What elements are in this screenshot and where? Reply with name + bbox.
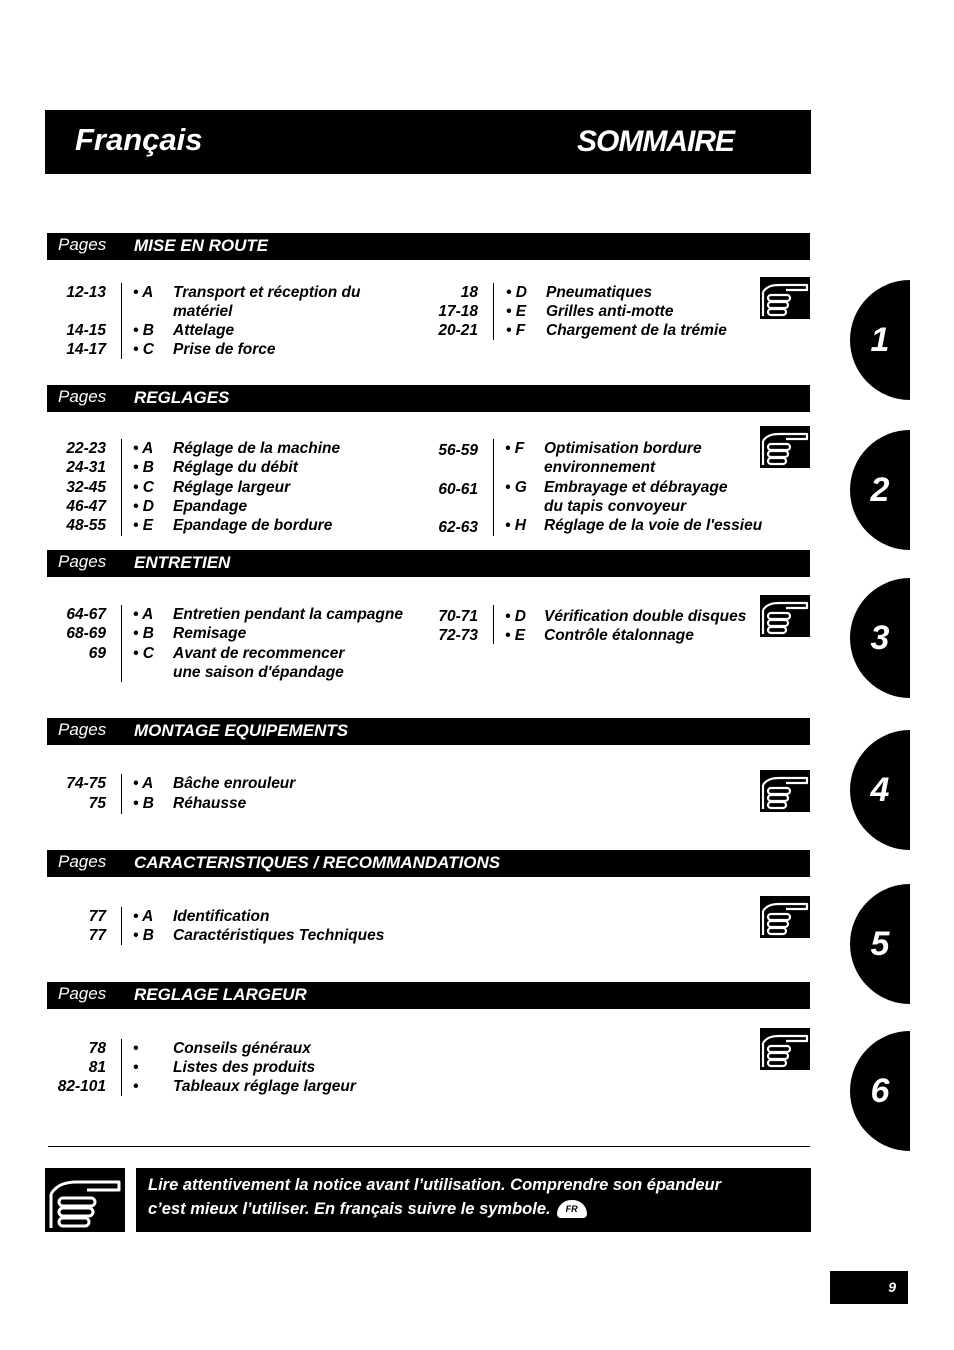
section-title: MISE EN ROUTE — [134, 236, 269, 255]
entry-bullet: • D — [506, 284, 527, 301]
entry-bullet: • E — [133, 517, 154, 535]
section-header-bar — [47, 850, 810, 877]
chapter-tab-number: 1 — [870, 321, 890, 359]
entry-bullet: • F — [505, 440, 525, 457]
entry-text: Réhausse — [173, 795, 247, 812]
pointing-hand-icon — [760, 770, 810, 812]
column-divider — [121, 605, 122, 682]
entry-text: Réglage de la machine — [173, 440, 341, 457]
entry-bullet: • A — [133, 908, 154, 925]
entry-bullet: • F — [506, 322, 526, 339]
section-header-bar — [47, 718, 810, 745]
entry-page: 78 — [88, 1040, 106, 1057]
entry-text: Identification — [173, 908, 270, 925]
section-header-bar — [47, 385, 810, 412]
entry-text: Attelage — [173, 322, 235, 339]
section-title: ENTRETIEN — [134, 553, 231, 572]
entry-text: Chargement de la trémie — [546, 322, 727, 339]
pointing-hand-icon — [760, 426, 810, 468]
entry-page: 68-69 — [66, 625, 106, 643]
footer-note-line-2: c’est mieux l’utiliser. En français suivre le symbole. — [148, 1200, 551, 1218]
entry-text: Pneumatiques — [546, 284, 652, 301]
chapter-tab-number: 3 — [870, 619, 890, 657]
entry-page: 32-45 — [66, 478, 106, 496]
column-divider — [121, 1039, 122, 1096]
entry-text: Remisage — [173, 625, 247, 643]
entry-bullet: • A — [133, 606, 154, 623]
entry-page: 81 — [88, 1059, 106, 1076]
entry-page: 48-55 — [66, 517, 106, 535]
section-header-bar — [47, 982, 810, 1009]
entry-bullet: • A — [133, 284, 154, 301]
entry-page: 14-17 — [66, 341, 106, 358]
entry-bullet: • — [133, 1059, 139, 1076]
entry-page: 46-47 — [66, 497, 106, 515]
chapter-tab-number: 4 — [870, 771, 890, 809]
entry-page: 77 — [88, 927, 106, 944]
pointing-hand-icon — [45, 1168, 125, 1232]
entry-text: environnement — [544, 459, 656, 477]
entry-bullet: • B — [133, 322, 154, 339]
column-divider — [121, 283, 122, 359]
entry-bullet: • C — [133, 478, 154, 496]
entry-text: Epandage de bordure — [173, 517, 333, 535]
entry-text: Tableaux réglage largeur — [173, 1078, 356, 1095]
section-header-bar — [47, 233, 810, 260]
pages-label: Pages — [58, 984, 107, 1003]
footer-hand-icon-box — [45, 1168, 125, 1232]
entry-text: Entretien pendant la campagne — [173, 606, 403, 623]
entry-text: Réglage du débit — [173, 459, 298, 477]
entry-page: 72-73 — [438, 627, 478, 645]
entry-text: Bâche enrouleur — [173, 775, 296, 792]
column-divider — [493, 283, 494, 340]
entry-bullet: • — [133, 1078, 139, 1095]
chapter-tab-number: 5 — [870, 925, 890, 963]
entry-text: Optimisation bordure — [544, 440, 702, 457]
pointing-hand-icon — [760, 1028, 810, 1070]
entry-bullet: • B — [133, 625, 154, 643]
entry-page: 18 — [460, 284, 478, 301]
footer-divider — [48, 1146, 810, 1147]
entry-bullet: • H — [505, 517, 526, 535]
entry-text: Réglage largeur — [173, 478, 291, 496]
column-divider — [493, 439, 494, 536]
entry-page: 17-18 — [438, 303, 478, 320]
entry-bullet: • A — [133, 775, 154, 792]
entry-bullet: • E — [506, 303, 527, 320]
section-title: CARACTERISTIQUES / RECOMMANDATIONS — [134, 853, 501, 872]
chapter-tab — [850, 730, 910, 850]
entry-bullet: • — [133, 1040, 139, 1057]
entry-text: du tapis convoyeur — [544, 497, 687, 515]
pointing-hand-icon — [760, 896, 810, 938]
entry-page: 74-75 — [66, 775, 106, 792]
pages-label: Pages — [58, 852, 107, 871]
footer-note-line-1: Lire attentivement la notice avant l’utilisation. Comprendre son épandeur — [148, 1176, 722, 1194]
pages-label: Pages — [58, 552, 107, 571]
entry-bullet: • G — [505, 478, 527, 496]
entry-page: 60-61 — [438, 480, 478, 498]
footer-note-line-2-wrap — [148, 1197, 587, 1221]
entry-page: 20-21 — [438, 322, 478, 339]
column-divider — [121, 774, 122, 814]
entry-text: Transport et réception du — [173, 284, 361, 301]
section-title: MONTAGE EQUIPEMENTS — [134, 721, 349, 740]
pages-label: Pages — [58, 235, 107, 254]
language-title: Français — [75, 122, 203, 157]
entry-page: 82-101 — [57, 1078, 106, 1095]
entry-page: 64-67 — [66, 606, 106, 623]
entry-bullet: • B — [133, 927, 154, 944]
entry-page: 14-15 — [66, 322, 106, 339]
section-header-bar — [47, 550, 810, 577]
entry-bullet: • D — [505, 608, 526, 625]
entry-bullet: • D — [133, 497, 154, 515]
entry-bullet: • A — [133, 440, 154, 457]
chapter-tab-number: 2 — [870, 471, 890, 509]
chapter-tab — [850, 280, 910, 400]
entry-page: 70-71 — [438, 608, 478, 625]
entry-page: 12-13 — [66, 284, 106, 301]
entry-text: matériel — [173, 303, 233, 320]
column-divider — [121, 439, 122, 536]
entry-page: 22-23 — [66, 440, 106, 457]
pages-label: Pages — [58, 720, 107, 739]
entry-bullet: • B — [133, 795, 154, 812]
section-title: REGLAGES — [134, 388, 230, 407]
page-number: 9 — [830, 1271, 908, 1304]
entry-bullet: • C — [133, 644, 154, 662]
column-divider — [121, 907, 122, 945]
entry-text: Prise de force — [173, 341, 276, 358]
entry-text: Vérification double disques — [544, 608, 747, 625]
entry-bullet: • E — [505, 627, 526, 645]
entry-bullet: • C — [133, 341, 154, 358]
entry-text: Epandage — [173, 497, 248, 515]
chapter-tab — [850, 884, 910, 1004]
entry-bullet: • B — [133, 459, 154, 477]
entry-page: 77 — [88, 908, 106, 925]
chapter-tab — [850, 578, 910, 698]
entry-page: 62-63 — [438, 519, 478, 537]
chapter-tab — [850, 430, 910, 550]
entry-text: Conseils généraux — [173, 1040, 311, 1057]
chapter-tab — [850, 1031, 910, 1151]
pointing-hand-icon — [760, 277, 810, 319]
entry-page: 75 — [88, 795, 106, 812]
entry-page: 24-31 — [66, 459, 106, 477]
pages-label: Pages — [58, 387, 107, 406]
entry-page: 56-59 — [438, 442, 478, 459]
entry-text: Avant de recommencer — [173, 644, 345, 662]
entry-text: Contrôle étalonnage — [544, 627, 694, 645]
section-title: REGLAGE LARGEUR — [134, 985, 307, 1004]
pointing-hand-icon — [760, 595, 810, 637]
entry-text: Listes des produits — [173, 1059, 316, 1076]
entry-text: Réglage de la voie de l'essieu — [544, 517, 763, 535]
entry-text: Embrayage et débrayage — [544, 478, 728, 496]
page-title: SOMMAIRE — [577, 125, 734, 158]
entry-text: Caractéristiques Techniques — [173, 927, 385, 944]
column-divider — [493, 605, 494, 644]
entry-page: 69 — [88, 644, 106, 662]
entry-text: une saison d'épandage — [173, 663, 344, 681]
fr-badge-icon: FR — [557, 1200, 587, 1218]
chapter-tab-number: 6 — [870, 1072, 890, 1110]
entry-text: Grilles anti-motte — [546, 303, 674, 320]
